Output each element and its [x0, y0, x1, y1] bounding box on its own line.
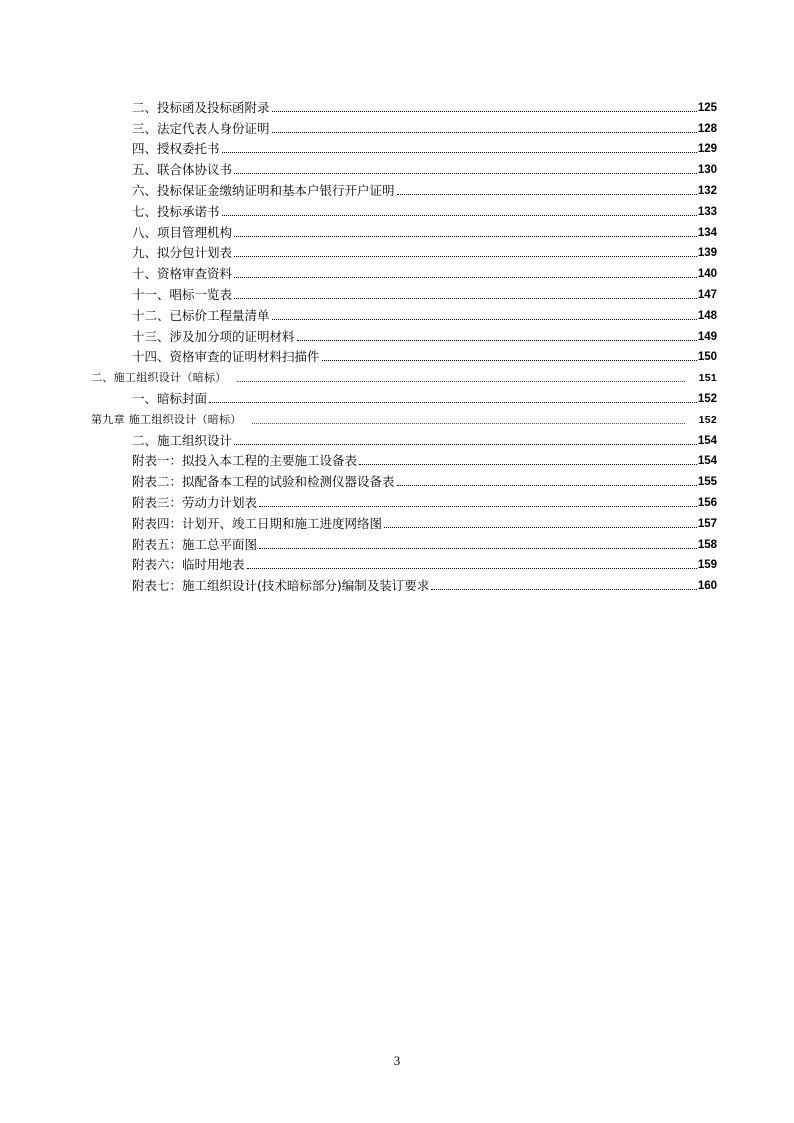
dot-leader — [234, 444, 697, 445]
toc-entry[interactable] — [0, 116, 794, 137]
toc-entry[interactable] — [0, 469, 794, 490]
toc-entry-title: 八、项目管理机构 — [132, 224, 233, 240]
toc-entry-title: 附表三：劳动力计划表 — [132, 494, 258, 510]
toc-entry[interactable] — [0, 199, 794, 220]
dot-leader — [359, 464, 697, 465]
dot-leader — [384, 527, 697, 528]
dot-leader — [234, 173, 697, 174]
toc-section-heading[interactable] — [0, 365, 794, 386]
toc-entry-page: 150 — [697, 351, 717, 364]
toc-entry-title: 九、拟分包计划表 — [132, 245, 233, 261]
toc-entry-title: 附表五：施工总平面图 — [132, 536, 258, 552]
dot-leader — [222, 215, 697, 216]
toc-entry[interactable] — [0, 532, 794, 553]
toc-entry[interactable] — [0, 428, 794, 449]
toc-entry-page: 156 — [697, 496, 717, 509]
toc-entry[interactable] — [0, 511, 794, 532]
toc-entry[interactable] — [0, 345, 794, 366]
toc-chapter-heading[interactable] — [0, 407, 794, 428]
toc-entry-title: 五、联合体协议书 — [132, 162, 233, 178]
toc-entry-page: 157 — [697, 517, 717, 530]
dot-leader — [322, 360, 697, 361]
table-of-contents — [0, 95, 794, 594]
toc-entry-title: 附表六：临时用地表 — [132, 557, 245, 573]
toc-entry-title: 七、投标承诺书 — [132, 203, 220, 219]
dot-leader — [397, 485, 697, 486]
dot-leader — [237, 381, 685, 382]
toc-entry[interactable] — [0, 261, 794, 282]
dot-leader — [234, 277, 697, 278]
toc-entry-title: 十一、唱标一览表 — [132, 286, 233, 302]
toc-entry-page: 139 — [697, 247, 717, 260]
toc-entry-title: 二、投标函及投标函附录 — [132, 99, 270, 115]
toc-entry-title: 十二、已标价工程量清单 — [132, 307, 270, 323]
toc-entry-page: 149 — [697, 330, 717, 343]
dot-leader — [222, 152, 697, 153]
toc-entry-title: 一、暗标封面 — [132, 390, 208, 406]
toc-entry-page: 129 — [697, 143, 717, 156]
toc-entry-page: 154 — [697, 455, 717, 468]
toc-entry-page: 152 — [697, 392, 717, 405]
toc-entry[interactable] — [0, 573, 794, 594]
toc-entry-page: 134 — [697, 226, 717, 239]
toc-entry[interactable] — [0, 241, 794, 262]
toc-entry-title: 第九章 施工组织设计（暗标） — [91, 412, 242, 426]
page-number: 3 — [393, 1053, 401, 1068]
dot-leader — [209, 402, 697, 403]
toc-entry-page: 132 — [697, 184, 717, 197]
dot-leader — [259, 548, 697, 549]
toc-entry[interactable] — [0, 324, 794, 345]
dot-leader — [234, 256, 697, 257]
toc-entry[interactable] — [0, 178, 794, 199]
toc-entry-title: 附表二：拟配备本工程的试验和检测仪器设备表 — [132, 474, 395, 490]
toc-entry-page: 147 — [697, 288, 717, 301]
toc-entry[interactable] — [0, 386, 794, 407]
toc-entry-title: 十三、涉及加分项的证明材料 — [132, 328, 295, 344]
dot-leader — [252, 423, 685, 424]
toc-entry[interactable] — [0, 282, 794, 303]
toc-entry-title: 六、投标保证金缴纳证明和基本户银行开户证明 — [132, 182, 395, 198]
dot-leader — [272, 111, 697, 112]
toc-entry-title: 二、施工组织设计 — [132, 432, 233, 448]
toc-entry-title: 附表一：拟投入本工程的主要施工设备表 — [132, 453, 358, 469]
toc-entry[interactable] — [0, 303, 794, 324]
dot-leader — [247, 568, 697, 569]
toc-entry-page: 159 — [697, 559, 717, 572]
dot-leader — [259, 506, 697, 507]
dot-leader — [234, 236, 697, 237]
toc-entry-title: 附表七：施工组织设计(技术暗标部分)编制及装订要求 — [132, 578, 430, 594]
toc-entry[interactable] — [0, 220, 794, 241]
dot-leader — [234, 298, 697, 299]
toc-entry-page: 128 — [697, 122, 717, 135]
toc-entry-page: 160 — [697, 580, 717, 593]
toc-entry-title: 附表四：计划开、竣工日期和施工进度网络图 — [132, 515, 383, 531]
toc-entry-page: 148 — [697, 309, 717, 322]
toc-entry[interactable] — [0, 137, 794, 158]
toc-entry-page: 140 — [697, 268, 717, 281]
dot-leader — [272, 319, 697, 320]
toc-entry-page: 130 — [697, 164, 717, 177]
toc-entry-page: 158 — [697, 538, 717, 551]
toc-entry-title: 十、资格审查资料 — [132, 266, 233, 282]
toc-entry-page: 154 — [697, 434, 717, 447]
dot-leader — [397, 194, 697, 195]
toc-entry-title: 二、施工组织设计（暗标） — [91, 371, 227, 385]
toc-entry-title: 四、授权委托书 — [132, 141, 220, 157]
toc-entry-page: 152 — [698, 413, 717, 426]
toc-entry[interactable] — [0, 449, 794, 470]
toc-entry-page: 125 — [697, 101, 717, 114]
toc-entry-title: 三、法定代表人身份证明 — [132, 120, 270, 136]
dot-leader — [272, 132, 697, 133]
dot-leader — [431, 589, 697, 590]
toc-entry[interactable] — [0, 95, 794, 116]
toc-entry-page: 133 — [697, 205, 717, 218]
toc-entry-page: 151 — [698, 372, 717, 385]
toc-entry[interactable] — [0, 490, 794, 511]
toc-entry-title: 十四、资格审查的证明材料扫描件 — [132, 349, 320, 365]
toc-entry[interactable] — [0, 157, 794, 178]
dot-leader — [297, 340, 697, 341]
toc-entry[interactable] — [0, 553, 794, 574]
toc-entry-page: 155 — [697, 476, 717, 489]
